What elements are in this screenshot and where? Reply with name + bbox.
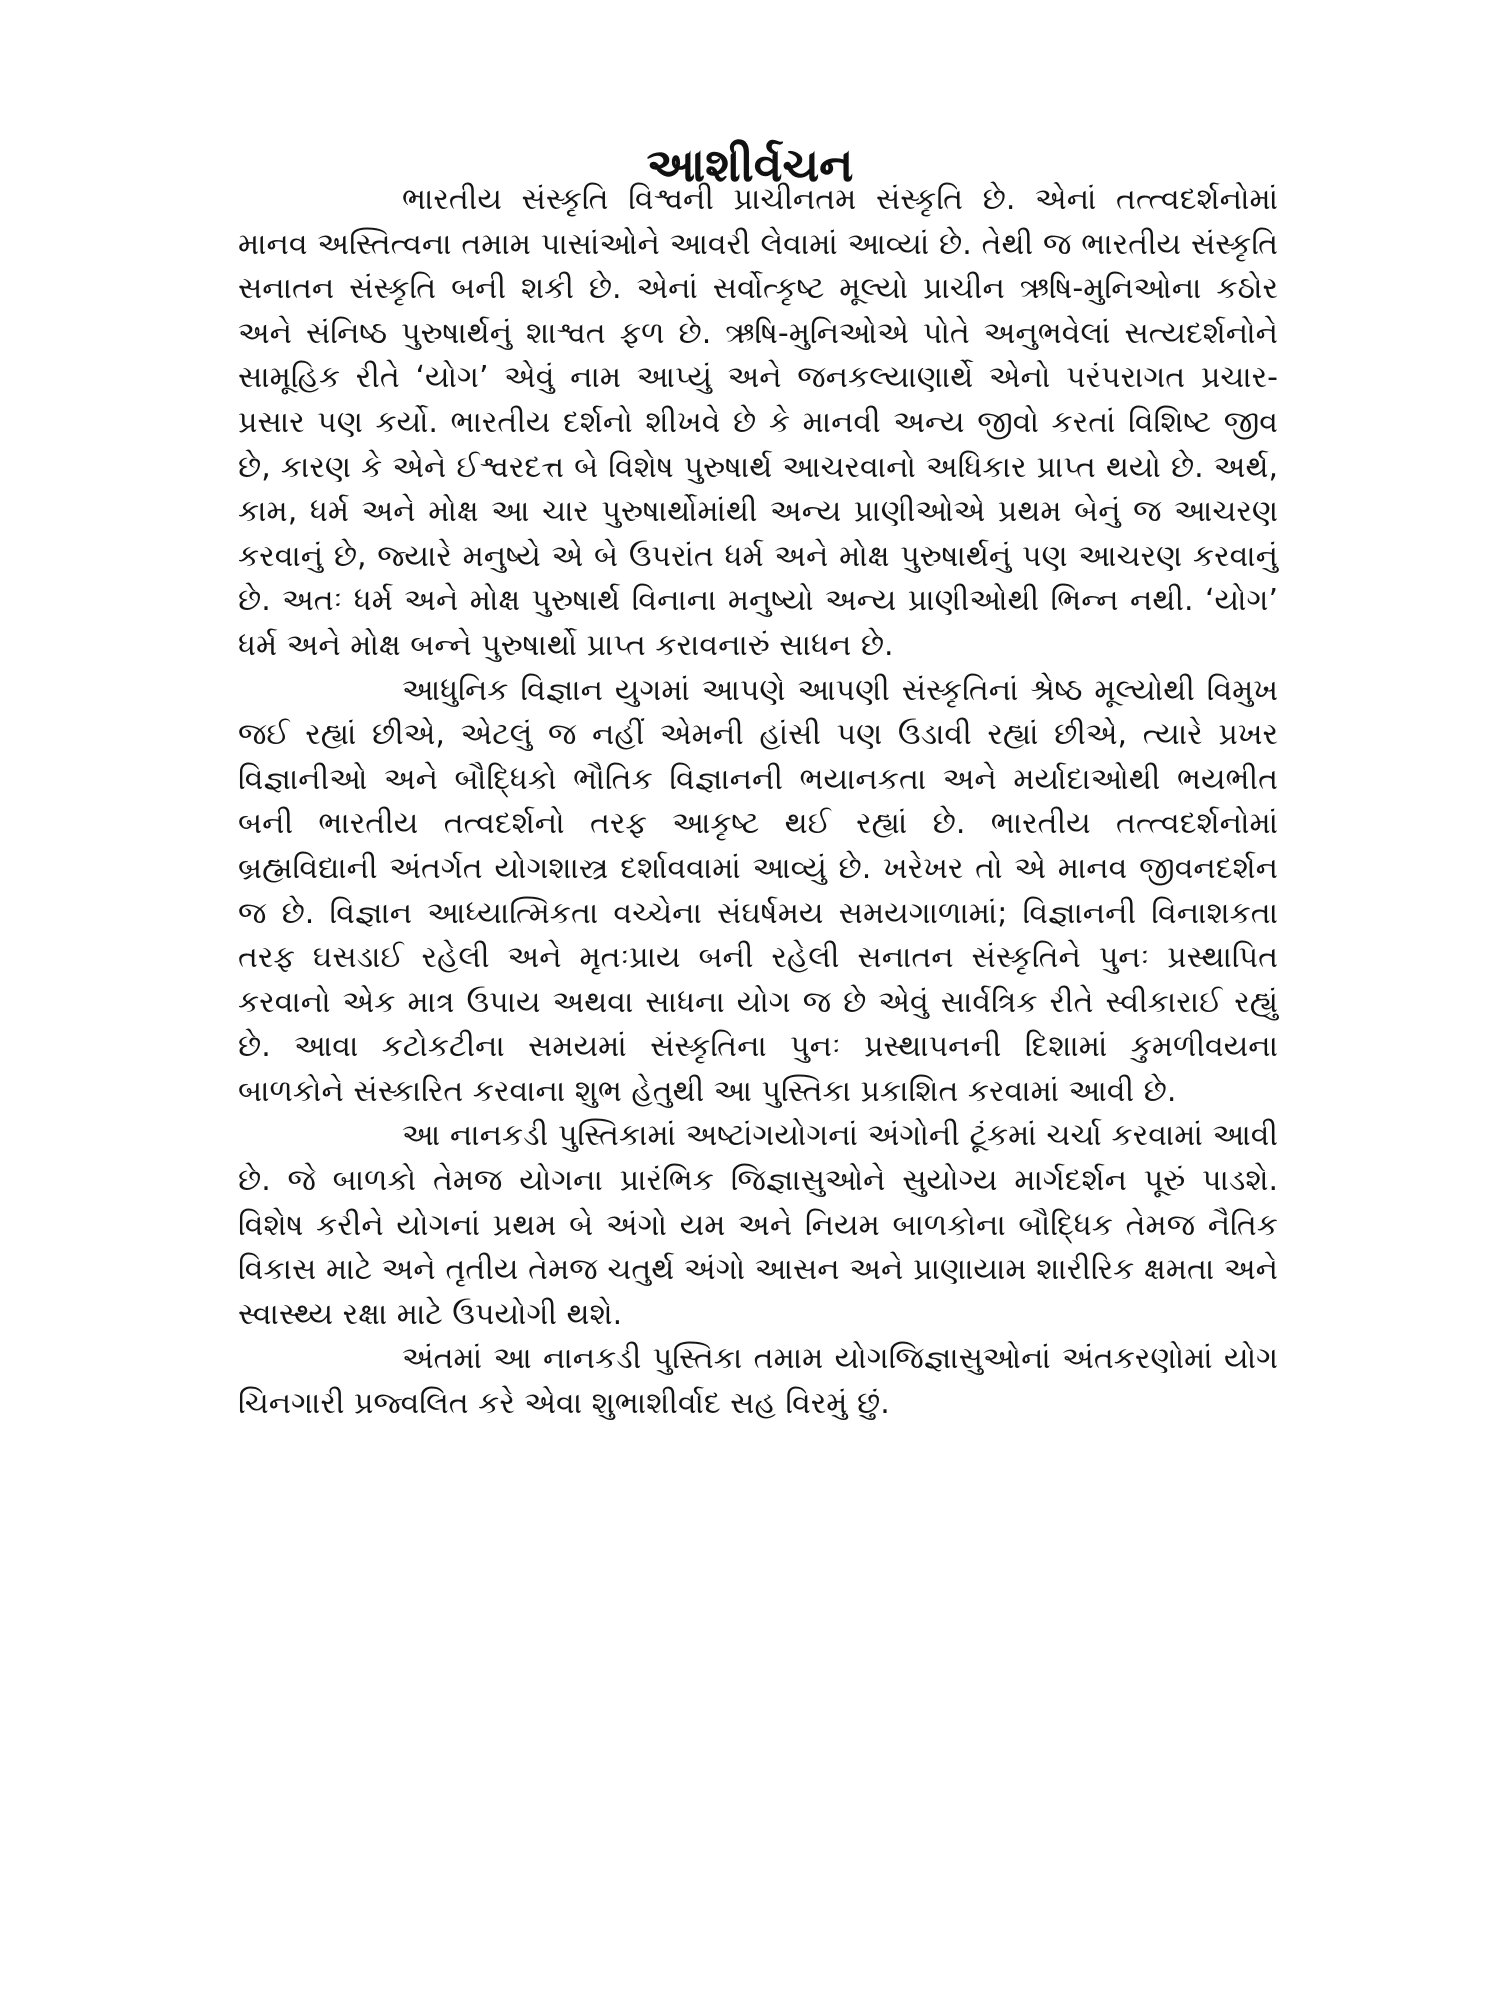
paragraph-2: આધુનિક વિજ્ઞાન યુગમાં આપણે આપણી સંસ્કૃતિનાં શ્રેષ્ઠ મૂલ્યોથી વિમુખ જઈ રહ્યાં છીએ, એટલું જ નહીં એમની હાંસી પણ ઉડાવી રહ્યાં છીએ, ત્યારે પ્રખર વિજ્ઞાનીઓ અને બૌદ્ધિકો ભૌતિક વિજ્ઞાનની ભયાનકતા અને મર્યાદાઓથી ભયભીત બની ભારતીય તત્વદર્શનો તરફ આકૃષ્ટ થઈ રહ્યાં છે. ભારતીય તત્ત્વદર્શનોમાં બ્રહ્મવિદ્યાની અંતર્ગત યોગશાસ્ત્ર દર્શાવવામાં આવ્યું છે. ખરેખર તો એ માનવ જીવનદર્શન જ છે. વિજ્ઞાન આધ્યાત્મિકતા વચ્ચેના સંઘર્ષમય સમયગાળામાં; વિજ્ઞાનની વિનાશકતા તરફ ઘસડાઈ રહેલી અને મૃતઃપ્રાય બની રહેલી સનાતન સંસ્કૃતિને પુનઃ પ્રસ્થાપિત કરવાનો એક માત્ર ઉપાય અથવા સાધના યોગ જ છે એવું સાર્વત્રિક રીતે સ્વીકારાઈ રહ્યું છે. આવા કટોકટીના સમયમાં સંસ્કૃતિના પુનઃ પ્રસ્થાપનની દિશામાં કુમળીવયના બાળકોને સંસ્કારિત કરવાના શુભ હેતુથી આ પુસ્તિકા પ્રકાશિત કરવામાં આવી છે. [238,672,1278,1109]
paragraph-4: અંતમાં આ નાનકડી પુસ્તિકા તમામ યોગજિજ્ઞાસુઓનાં અંતકરણોમાં યોગ ચિનગારી પ્રજ્વલિત કરે એવા શુભાશીર્વાદ સહ વિરમું છું. [238,1341,1278,1422]
paragraph-3: આ નાનકડી પુસ્તિકામાં અષ્ટાંગયોગનાં અંગોની ટૂંકમાં ચર્ચા કરવામાં આવી છે. જે બાળકો તેમજ યોગના પ્રારંભિક જિજ્ઞાસુઓને સુયોગ્ય માર્ગદર્શન પૂરું પાડશે. વિશેષ કરીને યોગનાં પ્રથમ બે અંગો યમ અને નિયમ બાળકોના બૌદ્ધિક તેમજ નૈતિક વિકાસ માટે અને તૃતીય તેમજ ચતુર્થ અંગો આસન અને પ્રાણાયામ શારીરિક ક્ષમતા અને સ્વાસ્થ્ય રક્ષા માટે ઉપયોગી થશે. [238,1118,1278,1332]
paragraph-1: ભારતીય સંસ્કૃતિ વિશ્વની પ્રાચીનતમ સંસ્કૃતિ છે. એનાં તત્ત્વદર્શનોમાં માનવ અસ્તિત્વના તમામ પાસાંઓને આવરી લેવામાં આવ્યાં છે. તેથી જ ભારતીય સંસ્કૃતિ સનાતન સંસ્કૃતિ બની શકી છે. એનાં સર્વોત્કૃષ્ટ મૂલ્યો પ્રાચીન ઋષિ-મુનિઓના કઠોર અને સંનિષ્ઠ પુરુષાર્થનું શાશ્વત ફળ છે. ઋષિ-મુનિઓએ પોતે અનુભવેલાં સત્યદર્શનોને સામૂહિક રીતે ‘યોગ’ એવું નામ આપ્યું અને જનકલ્યાણાર્થે એનો પરંપરાગત પ્રચાર-પ્રસાર પણ કર્યો. ભારતીય દર્શનો શીખવે છે કે માનવી અન્ય જીવો કરતાં વિશિષ્ટ જીવ છે, કારણ કે એને ઈશ્વરદત્ત બે વિશેષ પુરુષાર્થ આચરવાનો અધિકાર પ્રાપ્ત થયો છે. અર્થ, કામ, ધર્મ અને મોક્ષ આ ચાર પુરુષાર્થોમાંથી અન્ય પ્રાણીઓએ પ્રથમ બેનું જ આચરણ કરવાનું છે, જ્યારે મનુષ્યે એ બે ઉપરાંત ધર્મ અને મોક્ષ પુરુષાર્થનું પણ આચરણ કરવાનું છે. અતઃ ધર્મ અને મોક્ષ પુરુષાર્થ વિનાના મનુષ્યો અન્ય પ્રાણીઓથી ભિન્ન નથી. ‘યોગ’ ધર્મ અને મોક્ષ બન્ને પુરુષાર્થો પ્રાપ્ત કરાવનારું સાધન છે. [238,182,1278,663]
page-title: આશીર્વચન [646,137,854,192]
body-text [238,178,1278,1427]
